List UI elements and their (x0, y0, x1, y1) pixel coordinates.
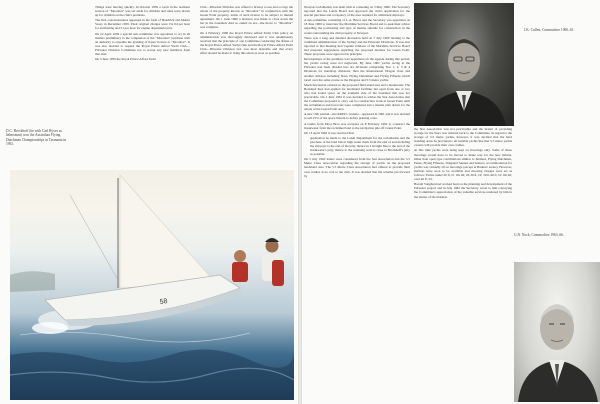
paragraph: Much discussion centred on the proposed field-stand area and a breakwater. The Boatshed then had applied for hardstand facilities but apart from one or two who had found space on the southern side of the boatshed this was not practicable. On 1 June 1961 it was decided to advise the Stat Association that the Committee proposed to carry out no construction work at Green Point until the reclamation and forecourt were completed and a marina plan drawn for the whole of the Green Point area. (304, 82, 410, 112)
left-page (0, 0, 298, 404)
paragraph: On 3 June 1959 the Royal Prince Alfred Yacht (95, 57, 157, 62)
paragraph: Newport reclamation was dealt with at a meeting on 5 May 1960. The Secretary reported that the Lands Board had approved the club's application for the special purchase and occupancy of the area required for additional slipways. (304, 5, 410, 18)
left-text-column-2 (200, 5, 293, 56)
boat-photo-caption: D.C. Brockhoff (he with Carl Ryves as helmsman) won the Australian Flying Dutchman Championships in Tasmania in 1961. (6, 129, 67, 146)
portrait-man-bottom (514, 262, 600, 402)
paragraph: The first concessionaires appeared in the form of Hendrick and Martin Vesey in December 1959. Their original charges were 15s 0d per hour for antifouling and £1 per hour for engine department jobs. (95, 18, 190, 31)
portrait-caption-bottom: G.N. Nock, Commodore 1963–66. (514, 233, 564, 237)
paragraph: A tender from Moor Bros was accepted on 8 February 1962 to construct the breakwater from the reclaimed land to the navigation pile off Green Point. (304, 121, 410, 130)
portrait-photo-top (414, 3, 514, 126)
portrait-photo-bottom (514, 262, 600, 402)
paragraph: Development of the premises was uppermost on the agenda during this period, but yachts racing were not neglected. By June 1961 yachts racing at the Pittwater had been divided into six divisions comprising Nos 1, 2, 3 & 4 Divisions for handicap divisions, then the International Dragon class and another division including Stars, Flying Dutchmen and Flying Fifteens which raced over the same course as the Dragons and 5.5 metre yachts. (304, 57, 410, 82)
paragraph: the Stat Association was not practicable and the matter of providing storage for the Stars was referred back to the Committee. In regard to the storage of 5.5 metre yachts, however, it was decided that the hard standing areas be provided to all suitable yachts like that 5.5 metre yachts owners will provide their own cradles. (414, 127, 512, 148)
paragraph: On 5 July 1962 letters were considered from the Stat Association and the 5.5 Metre Class Association regarding the storage of yachts on the proposed hardstand area. The 5.5 Metre Class Association had offered to provide their own cradles at no cost to the club. It was decided that the scheme put forward by (304, 157, 410, 178)
paragraph: Club—Pittwater Division was offered a licence to use and occupy the whole of the property known as “Moonbar” in conjunction with the Green Point property, terms of such licence to be subject to mutual agreement. On 1 June 1960 a decision was made to close down the bar in the boatshed. And so ended an era—the move to “Moonbar” was complete. (200, 5, 293, 30)
paragraph: There was a long and detailed discussion held on 7 July 1960 relating to the combined administration of the Sydney and the Pittwater Divisions. It was also reported at that meeting that Captain Johnson of the Maritime Services Board had prepared suggestions regarding the proposed marinas for Green Point. These proposals were approved in principle. (304, 35, 410, 57)
paragraph: On 22 April 1959 a special sub-committee was appointed to act in all matters preliminary to the completion of the “Moonbar” purchase with an authority to expedite the granting of liquor licence to “Moonbar”. It was also decided to request the Royal Prince Alfred Yacht Club—Pittwater Division Committee not to accept any new members from that date. (95, 31, 190, 57)
paragraph: On 4 February 1960 the Royal Prince Alfred Yacht Club policy on administration was thoroughly discussed and it was unanimously resolved that the principle of one Committee conducting the affairs of the Royal Prince Alfred Yacht Club and the Royal Prince Alfred Yacht Club—Pittwater Division Ltd. was most desirable and that every effort should be made to bring this about as soon as possible. (200, 30, 293, 56)
right-text-column-1 (304, 5, 410, 179)
paragraph: A sub-committee consisting of L.A. Bruce and the Secretary was appointed on 18 June 1960 to interview the Maritime Services Board and to seek their advice regarding the positioning and type of marina suitable for construction in the waters surrounding the club property at Newport. (304, 18, 410, 35)
paragraph: Things were moving quickly. In October 1959 a room in the northern section of “Moonbar” was set aside for children and rules were drawn up for children on the club's premises. (95, 5, 190, 18)
sailing-photo (10, 170, 294, 400)
sailing-illustration (10, 170, 294, 400)
paragraph: On 13 April 1962 it was resolved that: (304, 130, 355, 135)
svg-text:58: 58 (159, 297, 168, 306)
left-text-column-1 (95, 5, 190, 62)
right-text-column-2 (414, 127, 512, 200)
paragraph: A new club journal—the RPAYC Gazette—appeared in 1961 and it was decided to sell 25% of the space therein to defray printing costs. (304, 112, 410, 121)
paragraph: Harold Vaughan had worked hard on the planning and development of the Pittwater project and in July 1962 the Secretary wrote to him conveying the Committee's appreciation of the valuable services rendered by him in the matter of the marinas. (414, 182, 512, 199)
portrait-man-top (414, 3, 514, 126)
paragraph: At this time yachts were being kept on moorings only. Some of those moorings would have to be moved to make way for the new marina. Other than open type contributions similar to Jubilees, Flying Dutchmen, Penes, Flying Fifteens, Vanguard Sennes and Juniors, accommodation for yachts was virtually all on moorings (except at Barkers' series). However, marinas were soon to be available and mooring charges were set as follows: Yachts under 20 ft, £1 10s 0d; 20‑30 ft, £2; 30 ft‑40 ft, £2 10s 0d; over 40 ft, £3. (414, 148, 512, 182)
right-page (302, 0, 600, 404)
portrait-caption-top: J.K. Cullen, Commodore 1960–61. (524, 28, 575, 32)
indented-quote: application be made to the Lands Department for the reclamation and the purchase of the land below high water mark from the end of and including the slipways to the end of the jetty, thence in a straight line to the end of the breakwater's jetty, thence to the retaining wall as close to Brockhoff's jetty as possible. (310, 135, 410, 157)
